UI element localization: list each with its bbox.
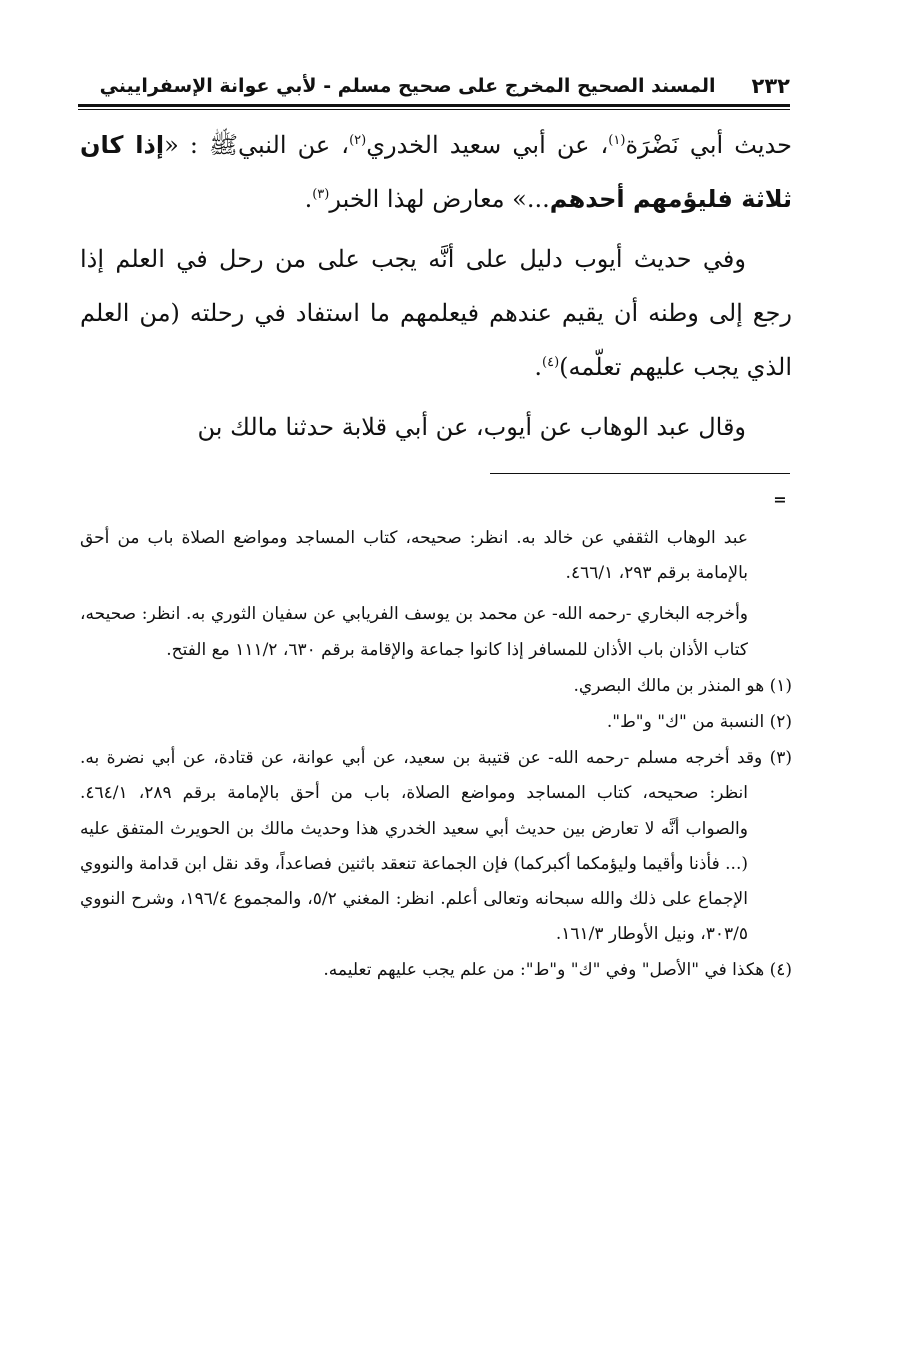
footnote-ref-4[interactable]: (٤) bbox=[542, 355, 560, 370]
footnotes bbox=[80, 521, 792, 989]
footnote-ref-1[interactable]: (١) bbox=[608, 133, 626, 148]
footnote-continuation-2: وأخرجه البخاري -رحمه الله- عن محمد بن يوسف الفريابي عن سفيان الثوري به. انظر: صحيحه، كتاب الأذان باب الأذان للمسافر إذا كانوا جماعة والإقامة برقم ٦٣٠، ١١١/٢ مع الفتح. bbox=[80, 604, 748, 660]
footnote-ref-3[interactable]: (٣) bbox=[312, 187, 330, 202]
footnote-ref-2[interactable]: (٢) bbox=[349, 133, 367, 148]
text-run: وفي حديث أيوب دليل على أنَّه يجب على من رحل في العلم إذا رجع إلى وطنه أن يقيم عندهم فيعلمهم ما استفاد في رحلته (من العلم الذي يجب عليهم تعلّمه) bbox=[80, 245, 792, 381]
text-run: . bbox=[534, 353, 543, 381]
book-title: المسند الصحيح المخرج على صحيح مسلم - لأبي عوانة الإسفراييني bbox=[99, 75, 716, 97]
footnote-continuation-1: عبد الوهاب الثقفي عن خالد به. انظر: صحيحه، كتاب المساجد ومواضع الصلاة باب من أحق بالإمامة برقم ٢٩٣، ٤٦٦/١. bbox=[80, 528, 748, 584]
text-run: ، عن النبيﷺ : « bbox=[164, 131, 350, 159]
paragraph-3: وقال عبد الوهاب عن أيوب، عن أبي قلابة حدثنا مالك بن bbox=[197, 413, 746, 441]
text-run: ، عن أبي سعيد الخدري bbox=[366, 131, 609, 159]
hadith-quote: إذا كان ثلاثة فليؤمهم أحدهم bbox=[80, 131, 792, 213]
footnote-1: (١) هو المنذر بن مالك البصري. bbox=[573, 675, 792, 696]
page-number: ٢٣٢ bbox=[751, 74, 790, 98]
running-header bbox=[78, 68, 790, 104]
continuation-marker: = bbox=[773, 490, 787, 509]
paragraph-2 bbox=[80, 232, 792, 394]
header-rule-thin bbox=[78, 109, 790, 110]
main-text bbox=[80, 118, 792, 454]
footnote-separator bbox=[490, 473, 790, 474]
text-run: حديث أبي نَضْرَة bbox=[625, 131, 792, 159]
paragraph-1 bbox=[80, 118, 792, 226]
header-rule-thick bbox=[78, 104, 790, 107]
text-run: . bbox=[304, 185, 313, 213]
footnote-3: (٣) وقد أخرجه مسلم -رحمه الله- عن قتيبة بن سعيد، عن أبي عوانة، عن قتادة، عن أبي نضرة به. انظر: صحيحه، كتاب المساجد ومواضع الصلاة، باب من أحق بالإمامة برقم ٢٨٩، ٤٦٤/١. والصواب أنَّه لا تعارض بين حديث أبي سعيد الخدري هذا وحديث مالك بن الحويرث المتفق عليه (... فأذنا وأقيما وليؤمكما أكبركما) فإن الجماعة تنعقد باثنين فصاعداً، وقد نقل ابن قدامة والنووي الإجماع على ذلك والله سبحانه وتعالى أعلم. انظر: المغني ٥/٢، والمجموع ١٩٦/٤، وشرح النووي ٣٠٣/٥، ونيل الأوطار ١٦١/٣. bbox=[80, 748, 792, 945]
footnote-2: (٢) النسبة من "ك" و"ط". bbox=[606, 712, 792, 733]
text-run: ...» معارض لهذا الخبر bbox=[329, 185, 550, 213]
footnote-4: (٤) هكذا في "الأصل" وفي "ك" و"ط": من علم يجب عليهم تعليمه. bbox=[323, 960, 792, 981]
